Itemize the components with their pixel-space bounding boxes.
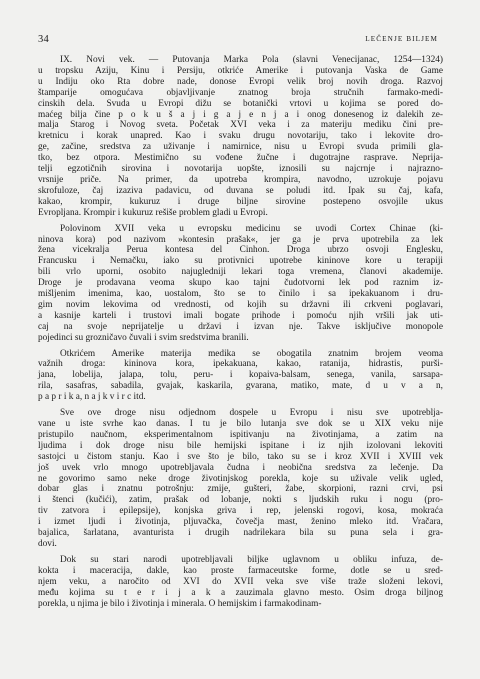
text-line: bili vrlo uporni, osobito najugledniji lekari toga vremena, članovi akademije. [38, 267, 443, 278]
paragraph [38, 55, 443, 219]
text-line: kokta i maceracija, dakle, kao proste farmaceutske forme, dotle se u sred- [38, 565, 443, 576]
text-line: skrofuloze, čaj izaziva padavicu, od duvana se poludi itd. Ipak su čaj, kafa, [38, 185, 443, 196]
text-line: malja Starog i Novog sveta. Početak XVI veka i za materiju mediku čini pre- [38, 120, 443, 131]
text-line: p a p r i k a, n a j k v i r c itd. [38, 392, 146, 403]
text-line: i štenci (kučići), zatim, prašak od lobanje, nokti s ljudskih ruku i nogu (pro- [38, 495, 443, 506]
text-line: gim novim lekovima od vrednosti, od kojih su državni ili crkveni poglavari, [38, 299, 443, 310]
text-line: važnih droga: kininova kora, ipekakuana, kakao, ratanija, hidrastis, purši- [38, 359, 443, 370]
text-line: u tropsku Aziju, Kinu i Persiju, otkriće Amerike i putovanja Vaska de Game [38, 65, 443, 76]
text-line: ljudima i dok droge nisu bile hemijski ispitane i iz njih izolovani lekoviti [38, 440, 443, 451]
text-line: i izmet ljudi i životinja, pljuvačka, čovečja mast, ženino mleko itd. Vračara, [38, 517, 443, 528]
text-line: tko, bez otpora. Mestimično su vođene žučne i dugotrajne rasprave. Neprija- [38, 153, 443, 164]
text-line: ninova kora) pod nazivom »kontesin prašak«, jer ga je prva upotrebila za lek [38, 234, 443, 245]
text-line: Otkrićem Amerike materija medika se obogatila znatnim brojem veoma [60, 348, 443, 359]
page-number: 34 [38, 34, 50, 45]
text-line: kretnicu i korak unapred. Kao i svaku drugu novotariju, tako i lekovite dro- [38, 131, 443, 142]
paragraph [38, 224, 443, 344]
text-line: Polovinom XVII veka u evropsku medicinu se uvodi Cortex Chinae (ki- [60, 223, 443, 234]
text-line: još uvek vrlo mnogo upotrebljavala čudna i neobična sredstva za lečenje. Da [38, 462, 443, 473]
text-line: žena vicekralja Perua kontesa del Cinhon. Droga ubrzo osvoji Englesku, [38, 245, 443, 256]
text-line: njem veku, a naročito od XVI do XVII veka sve više traže složeni lekovi, [38, 576, 443, 587]
text-line: IX. Novi vek. — Putovanja Marka Pola (slavni Venecijanac, 1254—1324) [60, 55, 443, 65]
text-line: Francusku i Nemačku, iako su protivnici upotrebe kininove kore u terapiji [38, 256, 443, 267]
text-line: dovi. [38, 538, 57, 549]
text-line: porekla, u njima je bilo i životinja i minerala. O hemijskim i farmakodinam- [38, 598, 322, 609]
text-line: vrsnije priče. Na primer, da upotreba krompira, navodno, uzrokuje pojavu [38, 174, 443, 185]
text-line: Dok su stari narodi upotrebljavali biljke uglavnom u obliku infuza, de- [60, 554, 443, 565]
text-line: bajalica, šarlatana, avanturista i drugih nadrilekara bila su puna sela i gra- [38, 528, 443, 539]
text-line: pristupilo naučnom, eksperimentalnom ispitivanju na životinjama, a zatim na [38, 429, 443, 440]
text-line: vane u iste svrhe kao danas. I tu je bilo lutanja sve dok se u XIX veku nije [38, 419, 443, 429]
text-line: štamparije omogućava objavljivanje znatnog broja stručnih farmako-medi- [38, 87, 443, 98]
text-line: jana, lobelija, jalapa, tolu, peru- i kopaiva-balsam, senega, vanila, sarsapa- [38, 370, 443, 381]
page-header [38, 34, 438, 48]
text-line: caj na svoje neprijatelje u državi i izvan nje. Takve isključive monopole [38, 321, 443, 332]
paragraph [38, 349, 443, 404]
text-line: ne govorimo samo neke droge životinjskog porekla, koje su uživale velik ugled, [38, 473, 443, 484]
text-line: cinskih dela. Svuda u Evropi dižu se botanički vrtovi u kojima se pored do- [38, 98, 443, 109]
text-line: ge, začine, sredstva za uživanje i namirnice, nisu u Evropi svuda primili gla- [38, 142, 443, 153]
text-line: mišljenim imenima, kao, uostalom, što se to činilo i sa ipekakuanom i dru- [38, 289, 443, 300]
text-line: pojedinci su grozničavo čuvali i svim sredstvima branili. [38, 332, 249, 343]
text-line: rila, sasafras, sabadila, gvajak, kaskarila, gvarana, matiko, mate, d u v a n, [38, 381, 443, 392]
text-line: dobar glas i znatnu potrošnju: zmije, gušteri, žabe, skorpioni, razni crvi, psi [38, 484, 443, 495]
text-line: sastojci u čistom stanju. Kao i sve što je bilo, tako su se i kroz XVII i XVIII vek [38, 451, 443, 462]
text-line: u Indiju oko Rta dobre nade, donose Evropi velik broj novih droga. Razvoj [38, 76, 443, 87]
text-line: telji egzotičnih sirovina i novotarija uopšte, iznosili su najcrnje i najrazno- [38, 164, 443, 175]
text-line: Evropljana. Krompir i kukuruz rešiše problem gladi u Evropi. [38, 207, 268, 218]
text-line: maćeg bilja čine p o k u š a j i g a j e n j a i onog donesenog iz dalekih ze- [38, 109, 443, 120]
text-line: među kojima su t e r i j a k a zauzimala glavno mesto. Osim droga biljnog [38, 587, 443, 598]
paragraph [38, 555, 443, 610]
text-line: kakao, krompir, kukuruz i druge biljne sirovine postepeno osvojile ukus [38, 196, 443, 207]
paragraph [38, 408, 443, 550]
text-line: Droge je prodavana vеoma skupo kao tajni čudotvorni lek pod raznim iz- [38, 278, 443, 289]
running-head: LEČENJE BILJEM [365, 35, 438, 43]
text-line: a kasnije karteli i trustovi imali bogate prihode i pomoću njih vršili jak uti- [38, 310, 443, 321]
text-line: Sve ove droge nisu odjednom dospele u Evropu i nisu sve upotreblja- [60, 408, 443, 419]
text-line: tiv zatvora i epilepsije), konjska griva i rep, jelenski rogovi, kosa, mokraća [38, 506, 443, 517]
body-text [38, 55, 443, 609]
